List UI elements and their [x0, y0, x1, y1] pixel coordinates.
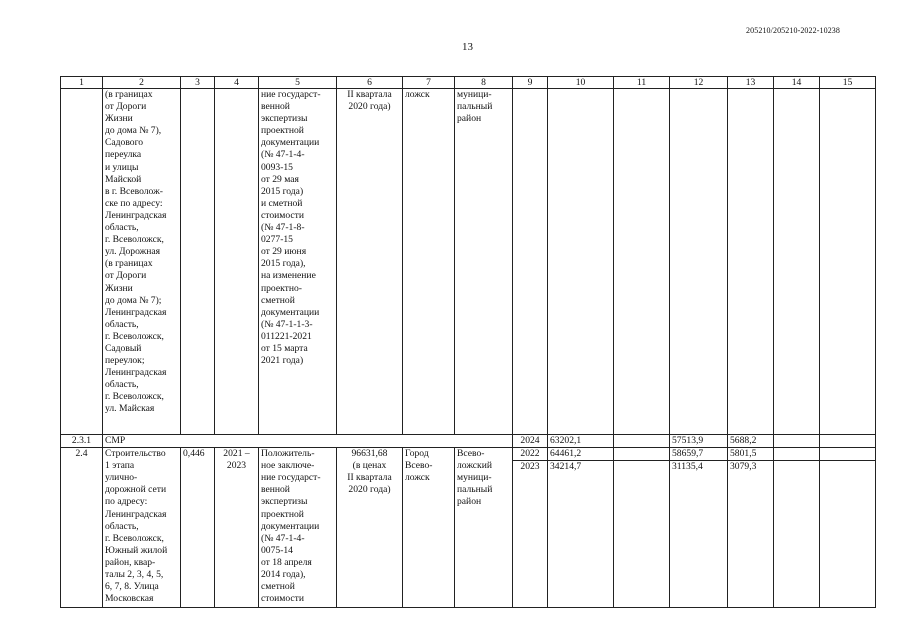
cell-regional: 31135,4 — [670, 461, 728, 608]
budget-table — [60, 76, 876, 608]
cell-extra — [820, 89, 876, 435]
page-number: 13 — [462, 41, 473, 53]
cell-object-name: Строительство 1 этапа улично- дорожной сети по адресу: Ленинградская область, г. Всеволожск, Южный жилой район, квар- талы 2, 3, 4, 5, 6, 7, 8. Улица Московская — [103, 448, 181, 608]
cell-extra — [820, 448, 876, 461]
column-header: 8 — [455, 77, 513, 89]
cell-district: Всево- ложский муници- пальный район — [455, 448, 513, 608]
column-header: 15 — [820, 77, 876, 89]
cell-period: 2021 – 2023 — [215, 448, 259, 608]
cell-settlement: Город Всево- ложск — [403, 448, 455, 608]
cell-regional: 57513,9 — [670, 435, 728, 448]
cell-capacity: 0,446 — [181, 448, 215, 608]
cell-district: муници- пальный район — [455, 89, 513, 435]
cell-regional: 58659,7 — [670, 448, 728, 461]
cell-capacity — [181, 89, 215, 435]
cell-other — [774, 89, 820, 435]
table-row-continuation — [61, 89, 876, 435]
cell-object-name: (в границах от Дороги Жизни до дома № 7), Садового переулка и улицы Майской в г. Всеволож- ске по адресу: Ленинградская область, г. Всеволожск, ул. Дорожная (в границах от Дороги Жизни до дома № 7); Ленинградская область, г. Всеволожск, Садовый переулок; Ленинградская область, г. Всеволожск, ул. Майская — [103, 89, 181, 435]
column-header: 14 — [774, 77, 820, 89]
column-header: 5 — [259, 77, 337, 89]
table-row-item-2-4 — [61, 448, 876, 461]
cell-local: 5801,5 — [728, 448, 774, 461]
cell-year: 2023 — [513, 461, 548, 608]
cell-year: 2024 — [513, 435, 548, 448]
cell-total: 63202,1 — [548, 435, 614, 448]
cell-local: 5688,2 — [728, 435, 774, 448]
column-header: 7 — [403, 77, 455, 89]
cell-federal — [614, 89, 670, 435]
document-id: 205210/205210-2022-10238 — [746, 26, 840, 35]
column-header: 6 — [337, 77, 403, 89]
cell-year — [513, 89, 548, 435]
cell-number — [61, 89, 103, 435]
table-row-smr — [61, 435, 876, 448]
cell-estimated-cost: 96631,68 (в ценах II квартала 2020 года) — [337, 448, 403, 608]
column-header: 3 — [181, 77, 215, 89]
cell-estimated-cost: II квартала 2020 года) — [337, 89, 403, 435]
cell-period — [215, 89, 259, 435]
cell-year: 2022 — [513, 448, 548, 461]
cell-regional — [670, 89, 728, 435]
column-header: 9 — [513, 77, 548, 89]
column-header: 4 — [215, 77, 259, 89]
cell-number: 2.4 — [61, 448, 103, 608]
column-header: 1 — [61, 77, 103, 89]
column-number-row — [61, 77, 876, 89]
cell-documents: ние государст- венной экспертизы проектной документации (№ 47-1-4- 0093-15 от 29 мая 2015 года) и сметной стоимости (№ 47-1-8- 0277-15 от 29 июня 2015 года), на изменение проектно- сметной документации (№ 47-1-1-3- 011221-2021 от 15 марта 2021 года) — [259, 89, 337, 435]
cell-documents: Положитель- ное заключе- ние государст- венной экспертизы проектной документации (№ 47-1-4- 0075-14 от 18 апреля 2014 года), сметной стоимости — [259, 448, 337, 608]
cell-federal — [614, 448, 670, 461]
cell-extra — [820, 435, 876, 448]
cell-extra — [820, 461, 876, 608]
column-header: 2 — [103, 77, 181, 89]
column-header: 10 — [548, 77, 614, 89]
column-header: 13 — [728, 77, 774, 89]
column-header: 11 — [614, 77, 670, 89]
cell-settlement: ложск — [403, 89, 455, 435]
cell-number: 2.3.1 — [61, 435, 103, 448]
cell-total: 34214,7 — [548, 461, 614, 608]
cell-work-type: СМР — [103, 435, 513, 448]
cell-federal — [614, 435, 670, 448]
cell-total — [548, 89, 614, 435]
cell-total: 64461,2 — [548, 448, 614, 461]
cell-other — [774, 435, 820, 448]
cell-local: 3079,3 — [728, 461, 774, 608]
cell-local — [728, 89, 774, 435]
column-header: 12 — [670, 77, 728, 89]
cell-federal — [614, 461, 670, 608]
cell-other — [774, 448, 820, 461]
cell-other — [774, 461, 820, 608]
